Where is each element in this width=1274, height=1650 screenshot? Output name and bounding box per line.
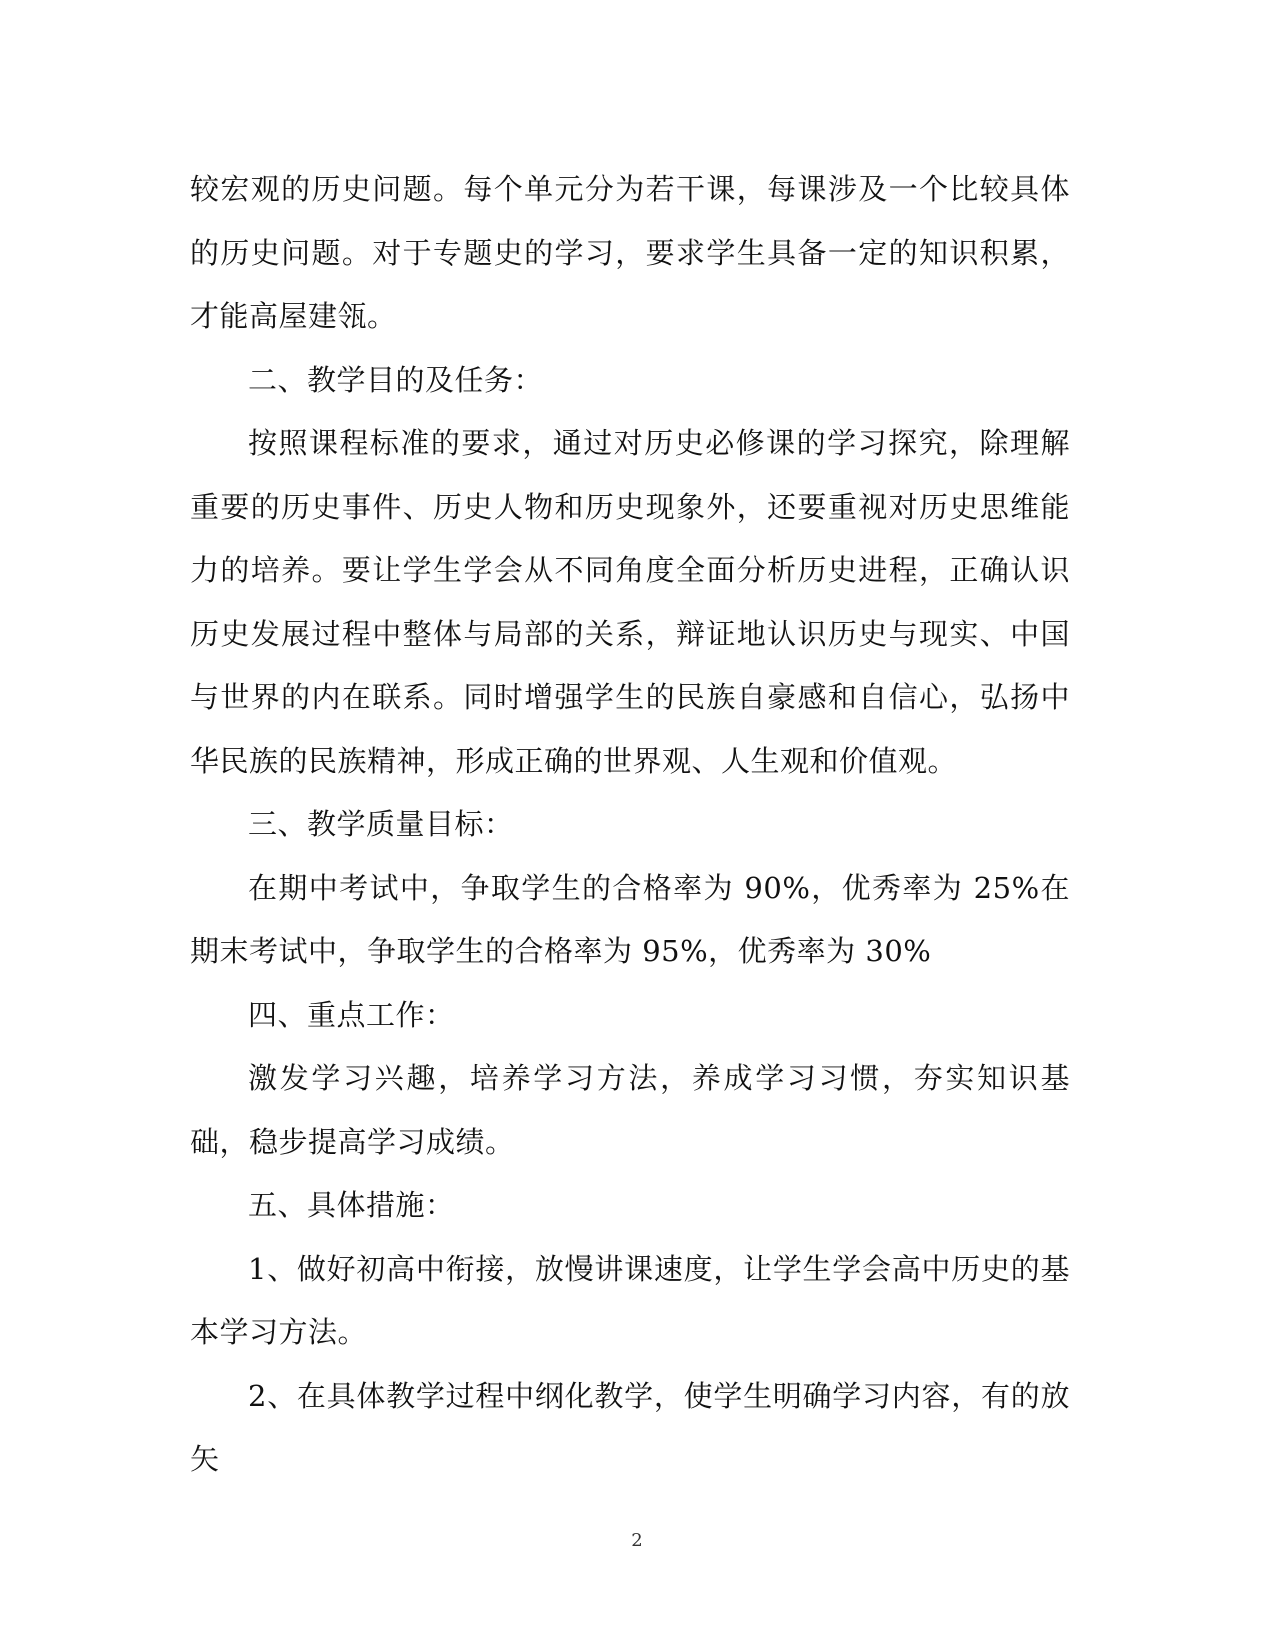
list-item-2: 2、在具体教学过程中纲化教学，使学生明确学习内容，有的放矢 [190,1378,1070,1476]
paragraph-continuation: 较宏观的历史问题。每个单元分为若干课，每课涉及一个比较具体的历史问题。对于专题史的学习，要求学生具备一定的知识积累，才能高屋建瓴。 [190,172,1070,333]
section-heading-4: 四、重点工作： [248,997,455,1032]
paragraph-quality-targets: 在期中考试中，争取学生的合格率为 90%，优秀率为 25%在期末考试中，争取学生的合格率为 95%，优秀率为 30% [190,870,1070,968]
paragraph-key-work: 激发学习兴趣，培养学习方法，养成学习习惯，夯实知识基础，稳步提高学习成绩。 [190,1061,1070,1159]
page-number: 2 [631,1530,643,1551]
list-item-1: 1、做好初高中衔接，放慢讲课速度，让学生学会高中历史的基本学习方法。 [190,1251,1070,1349]
section-heading-3: 三、教学质量目标： [248,807,514,841]
paragraph-teaching-goals: 按照课程标准的要求，通过对历史必修课的学习探究，除理解重要的历史事件、历史人物和历史现象外，还要重视对历史思维能力的培养。要让学生学会从不同角度全面分析历史进程，正确认识历史发展过程中整体与局部的关系，辩证地认识历史与现实、中国与世界的内在联系。同时增强学生的民族自豪感和自信心，弘扬中华民族的民族精神，形成正确的世界观、人生观和价值观。 [190,426,1070,778]
section-heading-5: 五、具体措施： [248,1188,455,1222]
section-heading-2: 二、教学目的及任务： [248,362,544,397]
document-body [190,158,1070,1492]
